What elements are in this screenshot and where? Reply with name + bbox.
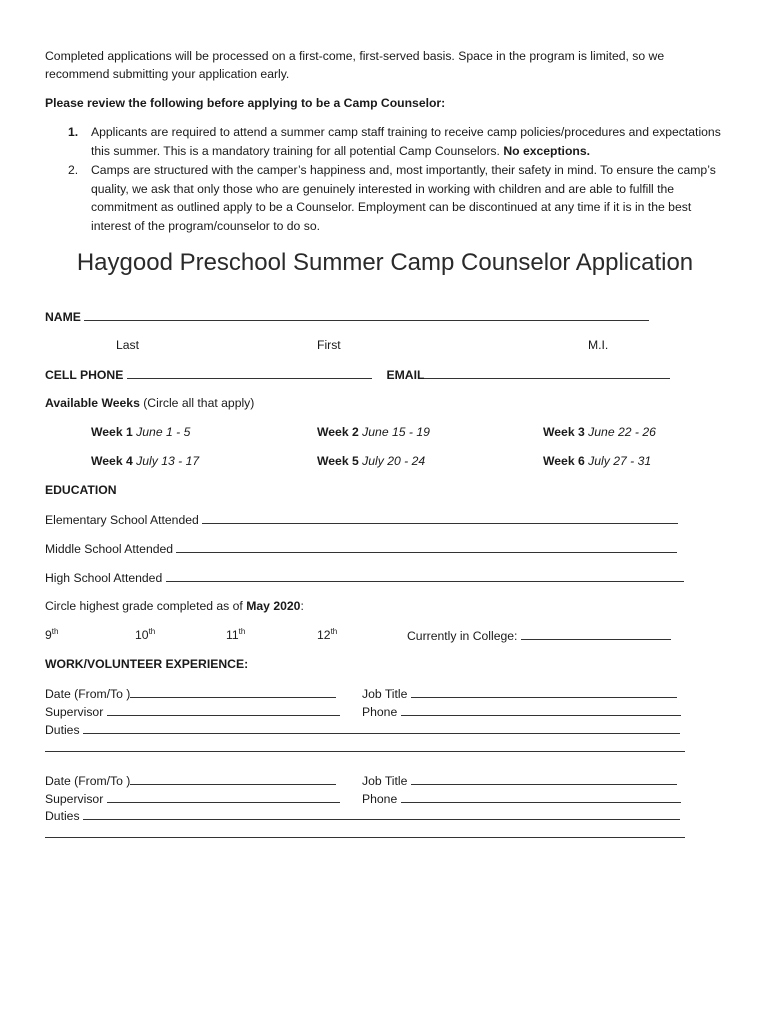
education-heading: EDUCATION — [45, 483, 117, 497]
weeks-label: Available Weeks — [45, 396, 140, 410]
entry-2-job-field[interactable] — [411, 773, 677, 785]
college-row — [407, 628, 671, 644]
high-field[interactable] — [166, 570, 684, 582]
intro-line-2: recommend submitting your application early. — [45, 67, 290, 81]
week-1-label: Week 1 — [91, 425, 133, 439]
entry-2-supervisor-label: Supervisor — [45, 792, 104, 806]
week-6-label: Week 6 — [543, 454, 585, 468]
item-1-body: Applicants are required to attend a summer camp staff training to receive camp policies/procedures and expectations this summer. This is a mandatory training for all potential Camp Counselors. — [91, 125, 721, 158]
grade-12-suffix: th — [330, 626, 338, 636]
entry-2-date-field[interactable] — [130, 773, 336, 785]
name-label: NAME — [45, 310, 81, 324]
entry-2-duties-row — [45, 808, 680, 824]
review-heading: Please review the following before applying to be a Camp Counselor: — [45, 96, 446, 110]
entry-1-job-field[interactable] — [411, 686, 677, 698]
week-6-option[interactable] — [543, 454, 651, 469]
entry-1-job-row — [362, 686, 677, 702]
entry-1-date-label: Date (From/To ) — [45, 687, 131, 701]
entry-2-date-row — [45, 773, 336, 789]
grade-10-option[interactable] — [135, 628, 155, 643]
work-heading: WORK/VOLUNTEER EXPERIENCE: — [45, 657, 249, 671]
weeks-row — [45, 396, 254, 411]
grade-10-suffix: th — [148, 626, 156, 636]
grade-11-suffix: th — [238, 626, 246, 636]
entry-1-supervisor-row — [45, 704, 340, 720]
week-5-label: Week 5 — [317, 454, 359, 468]
name-field[interactable] — [84, 309, 649, 321]
grade-11-number: 11 — [226, 628, 239, 642]
cell-phone-field[interactable] — [127, 367, 372, 379]
entry-1-supervisor-label: Supervisor — [45, 705, 104, 719]
item-2-number: 2. — [68, 163, 79, 177]
email-field[interactable] — [424, 367, 670, 379]
entry-2-duties-field[interactable] — [83, 808, 680, 820]
item-1-number: 1. — [68, 125, 79, 139]
intro-line-1: Completed applications will be processed on a first-come, first-served basis. Space in the program is limited, so we — [45, 49, 665, 63]
grade-9-number: 9 — [45, 628, 52, 642]
cell-phone-label: CELL PHONE — [45, 368, 124, 382]
grade-12-option[interactable] — [317, 628, 337, 643]
entry-2-job-label: Job Title — [362, 774, 408, 788]
week-2-dates: June 15 - 19 — [362, 425, 430, 439]
entry-2-phone-row — [362, 791, 681, 807]
week-5-dates: July 20 - 24 — [362, 454, 426, 468]
elementary-row — [45, 512, 678, 528]
entry-2-duties-line-2[interactable] — [45, 826, 685, 842]
week-3-dates: June 22 - 26 — [588, 425, 656, 439]
college-field[interactable] — [521, 628, 671, 640]
entry-2-job-row — [362, 773, 677, 789]
name-first-label: First — [317, 338, 341, 352]
entry-1-duties-field[interactable] — [83, 722, 680, 734]
college-label: Currently in College: — [407, 629, 518, 643]
item-1-emphasis: No exceptions. — [503, 143, 590, 158]
email-label: EMAIL — [386, 368, 425, 382]
entry-1-phone-row — [362, 704, 681, 720]
high-row — [45, 570, 684, 586]
form-title: Haygood Preschool Summer Camp Counselor Application — [76, 249, 694, 276]
entry-1-phone-field[interactable] — [401, 704, 681, 716]
entry-2-supervisor-row — [45, 791, 340, 807]
entry-2-duties-label: Duties — [45, 809, 80, 823]
entry-2-phone-field[interactable] — [401, 791, 681, 803]
week-5-option[interactable] — [317, 454, 425, 469]
high-label: High School Attended — [45, 571, 163, 585]
week-2-label: Week 2 — [317, 425, 359, 439]
entry-1-supervisor-field[interactable] — [107, 704, 340, 716]
week-3-option[interactable] — [543, 425, 656, 440]
elementary-field[interactable] — [202, 512, 678, 524]
week-1-option[interactable] — [91, 425, 190, 440]
cell-row — [45, 367, 670, 383]
entry-2-duties-extra-field[interactable] — [45, 826, 685, 838]
weeks-note: (Circle all that apply) — [143, 396, 255, 410]
entry-1-duties-line-2[interactable] — [45, 740, 685, 756]
middle-label: Middle School Attended — [45, 542, 174, 556]
name-row — [45, 309, 649, 325]
entry-2-supervisor-field[interactable] — [107, 791, 340, 803]
entry-1-date-row — [45, 686, 336, 702]
grade-prompt: Circle highest grade completed as of — [45, 599, 243, 613]
grade-9-suffix: th — [51, 626, 59, 636]
week-6-dates: July 27 - 31 — [588, 454, 652, 468]
grade-10-number: 10 — [135, 628, 149, 642]
entry-1-phone-label: Phone — [362, 705, 398, 719]
entry-1-duties-label: Duties — [45, 723, 80, 737]
entry-2-phone-label: Phone — [362, 792, 398, 806]
elementary-label: Elementary School Attended — [45, 513, 199, 527]
middle-field[interactable] — [176, 541, 677, 553]
week-4-label: Week 4 — [91, 454, 133, 468]
entry-1-duties-extra-field[interactable] — [45, 740, 685, 752]
grade-colon: : — [300, 599, 304, 613]
week-4-option[interactable] — [91, 454, 199, 469]
week-1-dates: June 1 - 5 — [136, 425, 191, 439]
entry-2-date-label: Date (From/To ) — [45, 774, 131, 788]
item-2-text: Camps are structured with the camper’s happiness and, most importantly, their safety in mind. To ensure the camp’s quality, we ask that only those who are genuinely interested in working with children and are able to fulfill the commitment as outlined apply to be a Counselor. Employment can be discontinued at any time if it is in the best interest of the program/counselor to do so. — [91, 163, 716, 233]
item-1-text — [91, 123, 721, 160]
entry-1-job-label: Job Title — [362, 687, 408, 701]
name-mi-label: M.I. — [588, 338, 609, 352]
week-2-option[interactable] — [317, 425, 430, 440]
name-last-label: Last — [116, 338, 140, 352]
grade-prompt-row — [45, 599, 304, 614]
entry-1-date-field[interactable] — [130, 686, 336, 698]
grade-12-number: 12 — [317, 628, 331, 642]
entry-1-duties-row — [45, 722, 680, 738]
grade-11-option[interactable] — [226, 628, 245, 643]
week-4-dates: July 13 - 17 — [136, 454, 200, 468]
middle-row — [45, 541, 677, 557]
grade-9-option[interactable] — [45, 628, 58, 643]
grade-date: May 2020 — [246, 599, 301, 613]
week-3-label: Week 3 — [543, 425, 585, 439]
